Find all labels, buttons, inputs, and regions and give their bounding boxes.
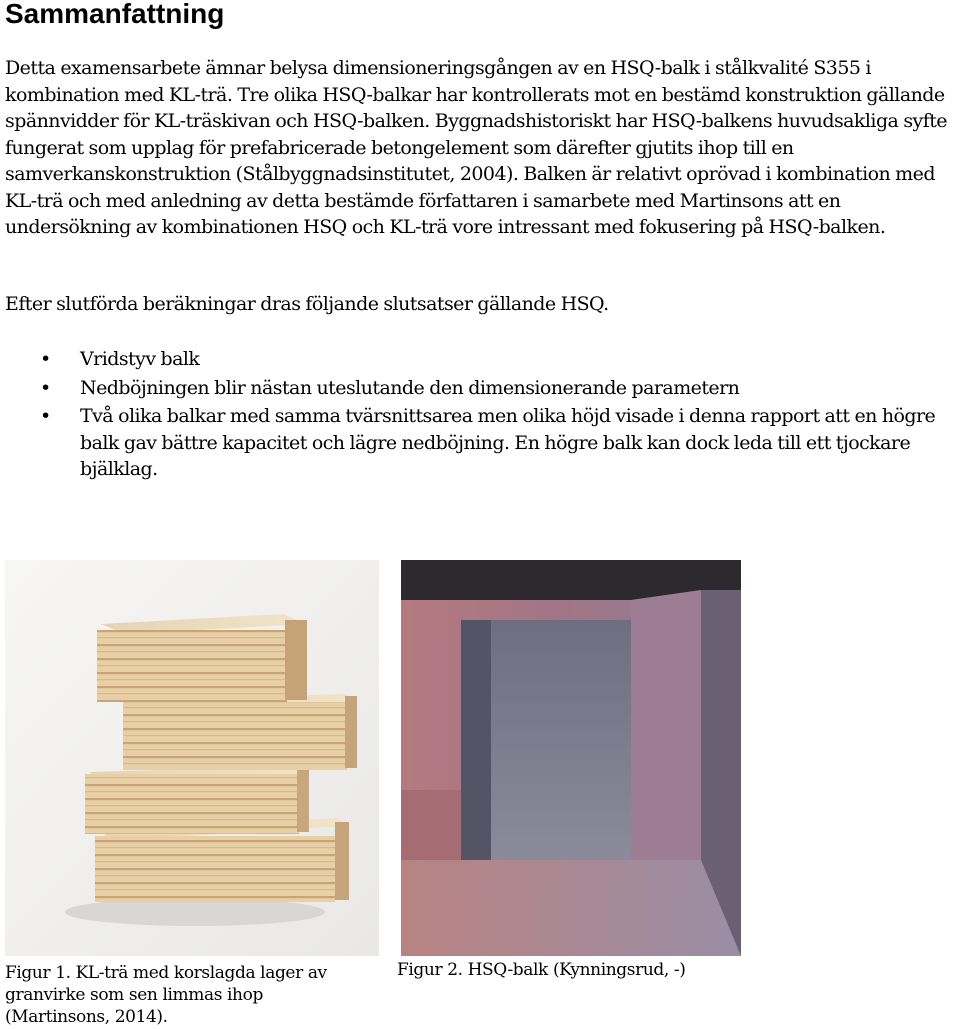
bullet-icon: •	[40, 348, 51, 370]
page-title: Sammanfattning	[5, 0, 225, 29]
list-item	[0, 403, 955, 483]
conclusion-list	[0, 346, 955, 485]
paragraph-text: Efter slutförda beräkningar dras följande slutsatser gällande HSQ.	[5, 293, 609, 315]
figure-1-caption: Figur 1. KL-trä med korslagda lager av granvirke som sen limmas ihop (Martinsons, 2014).	[5, 963, 327, 1027]
list-item-text: Vridstyv balk	[80, 348, 200, 370]
conclusion-intro	[5, 291, 960, 318]
figure-2-caption: Figur 2. HSQ-balk (Kynningsrud, -)	[397, 960, 686, 980]
list-item	[0, 375, 955, 402]
paragraph-text: Detta examensarbete ämnar belysa dimensioneringsgången av en HSQ-balk i stålkvalité S355 i kombination med KL-trä. Tre olika HSQ-balkar har kontrollerats mot en bestämd konstruktion gällande spännvidder för KL-träskivan och HSQ-balken. Byggnadshistoriskt har HSQ-balkens huvudsakliga syfte fungerat som upplag för prefabricerade betongelement som därefter gjutits ihop till en samverkanskonstruktion (Stålbyggnadsinstitutet, 2004). Balken är relativt oprövad i kombination med KL-trä och med anledning av detta bestämde författaren i samarbete med Martinsons att en undersökning av kombinationen HSQ och KL-trä vore intressant med fokusering på HSQ-balken.	[5, 57, 947, 238]
summary-paragraph	[5, 55, 960, 241]
bullet-icon: •	[40, 376, 51, 399]
list-item	[0, 346, 955, 373]
list-item-text: Två olika balkar med samma tvärsnittsarea men olika höjd visade i denna rapport att en högre balk gav bättre kapacitet och lägre nedböjning. En högre balk kan dock leda till ett tjockare bjälklag.	[80, 405, 936, 480]
bullet-icon: •	[40, 405, 51, 427]
list-item-text: Nedböjningen blir nästan uteslutande den dimensionerande parametern	[80, 376, 740, 399]
hsq-beam-photo	[401, 560, 741, 956]
clt-photo	[5, 560, 379, 956]
